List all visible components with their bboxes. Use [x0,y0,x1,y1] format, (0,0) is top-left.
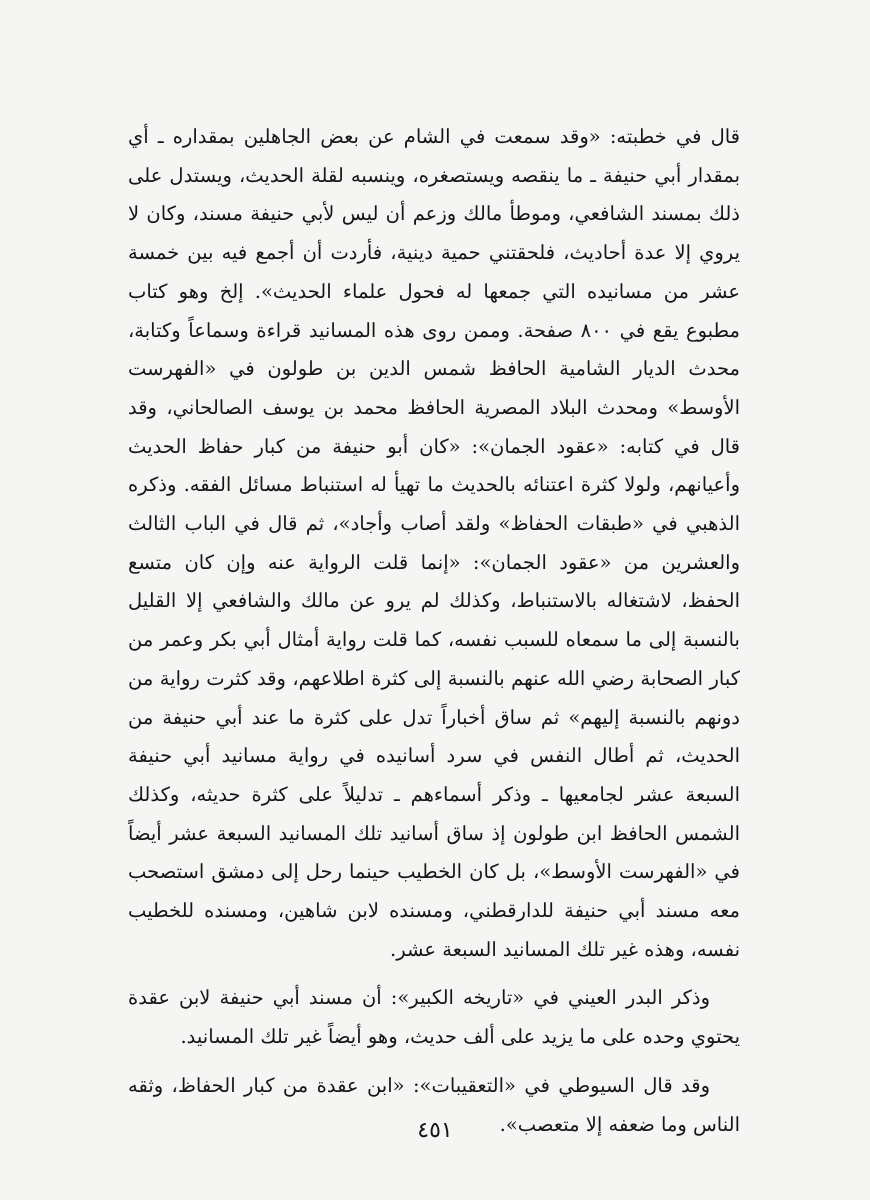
body-text [128,118,740,1144]
page-number: ٤٥١ [417,1118,453,1143]
paragraph-main: قال في خطبته: «وقد سمعت في الشام عن بعض الجاهلين بمقداره ـ أي بمقدار أبي حنيفة ـ ما ينقصه ويستصغره، وينسبه لقلة الحديث، ويستدل على ذلك بمسند الشافعي، وموطأ مالك وزعم أن ليس لأبي حنيفة مسند، وكان لا يروي إلا عدة أحاديث، فلحقتني حمية دينية، فأردت أن أجمع فيه بين خمسة عشر من مسانيده التي جمعها له فحول علماء الحديث». إلخ وهو كتاب مطبوع يقع في ٨٠٠ صفحة. وممن روى هذه المسانيد قراءة وسماعاً وكتابة، محدث الديار الشامية الحافظ شمس الدين بن طولون في «الفهرست الأوسط» ومحدث البلاد المصرية الحافظ محمد بن يوسف الصالحاني، وقد قال في كتابه: «عقود الجمان»: «كان أبو حنيفة من كبار حفاظ الحديث وأعيانهم، ولولا كثرة اعتنائه بالحديث ما تهيأ له استنباط مسائل الفقه. وذكره الذهبي في «طبقات الحفاظ» ولقد أصاب وأجاد»، ثم قال في الباب الثالث والعشرين من «عقود الجمان»: «إنما قلت الرواية عنه وإن كان متسع الحفظ، لاشتغاله بالاستنباط، وكذلك لم يرو عن مالك والشافعي إلا القليل بالنسبة إلى ما سمعاه للسبب نفسه، كما قلت رواية أمثال أبي بكر وعمر من كبار الصحابة رضي الله عنهم بالنسبة إلى كثرة اطلاعهم، وقد كثرت رواية من دونهم بالنسبة إليهم» ثم ساق أخباراً تدل على كثرة ما عند أبي حنيفة من الحديث، ثم أطال النفس في سرد أسانيده في رواية مسانيد أبي حنيفة السبعة عشر لجامعيها ـ وذكر أسماءهم ـ تدليلاً على كثرة حديثه، وكذلك الشمس الحافظ ابن طولون إذ ساق أسانيد تلك المسانيد السبعة عشر أيضاً في «الفهرست الأوسط»، بل كان الخطيب حينما رحل إلى دمشق استصحب معه مسند أبي حنيفة للدارقطني، ومسنده لابن شاهين، ومسنده للخطيب نفسه، وهذه غير تلك المسانيد السبعة عشر. [128,125,740,961]
paragraph-suyuti: وقد قال السيوطي في «التعقيبات»: «ابن عقدة من كبار الحفاظ، وثقه الناس وما ضعفه إلا متعصب». [128,1073,740,1136]
paragraph-aini: وذكر البدر العيني في «تاريخه الكبير»: أن مسند أبي حنيفة لابن عقدة يحتوي وحده على ما يزيد على ألف حديث، وهو أيضاً غير تلك المسانيد. [128,986,740,1049]
